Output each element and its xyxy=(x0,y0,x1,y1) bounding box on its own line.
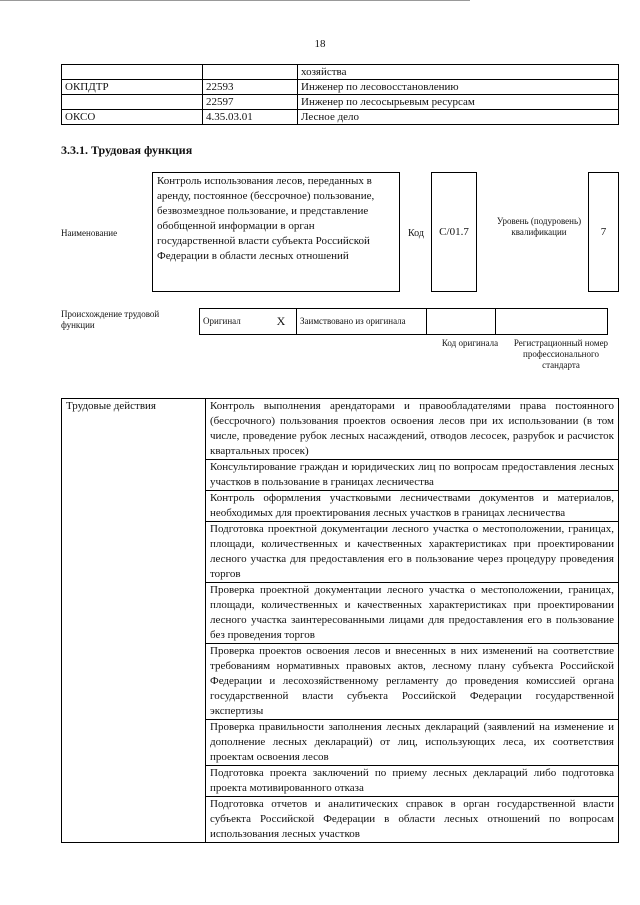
name-label: Наименование xyxy=(61,228,118,238)
origin-reg-number-cell xyxy=(496,309,608,335)
labor-actions-table xyxy=(61,398,619,843)
table-row xyxy=(62,95,619,110)
labor-action-item: Подготовка проекта заключений по приему лесных деклараций либо подготовка проекта мотивированного отказа xyxy=(206,766,619,797)
origin-original-cell: Оригинал xyxy=(200,309,267,335)
function-name-box: Контроль использования лесов, переданных в аренду, постоянное (бессрочное) пользование, безвозмездное пользование, и представление обобщенной информации в орган государственной власти субъекта Российской Федерации в области лесных отношений xyxy=(152,172,400,292)
code-label: Код xyxy=(408,228,424,239)
function-code-box: C/01.7 xyxy=(431,172,477,292)
labor-action-item: Контроль выполнения арендаторами и правообладателями права постоянного (бессрочного) пользования проектов освоения лесов при их использовании (в том числе, проведение рубок лесных насаждений, отводов лесосек, разрубок и расчисток квартальных просек) xyxy=(206,399,619,460)
code-system-cell xyxy=(62,65,203,80)
labor-actions-label: Трудовые действия xyxy=(62,399,206,843)
table-row xyxy=(200,309,608,335)
level-label: Уровень (подуровень) квалификации xyxy=(496,216,582,237)
code-name-cell: Инженер по лесосырьевым ресурсам xyxy=(298,95,619,110)
code-name-cell: Лесное дело xyxy=(298,110,619,125)
code-name-cell: хозяйства xyxy=(298,65,619,80)
labor-action-item: Подготовка проектной документации лесного участка о местоположении, границах, площади, количественных и качественных характеристиках при проектировании лесного участка для предоставления его в пользование через процедуру проведения торгов xyxy=(206,522,619,583)
labor-action-item: Проверка проектов освоения лесов и внесенных в них изменений на соответствие требованиям нормативных правовых актов, лесному плану субъекта Российской Федерации и лесохозяйственному регламенту до проведения комиссией органа государственной власти субъекта Российской Федерации государственной экспертизы xyxy=(206,644,619,720)
code-cell: 22593 xyxy=(203,80,298,95)
origin-code-caption: Код оригинала xyxy=(441,338,499,348)
page-number: 18 xyxy=(314,38,326,50)
code-name-cell: Инженер по лесовосстановлению xyxy=(298,80,619,95)
origin-table xyxy=(199,308,608,335)
labor-action-item: Контроль оформления участковыми лесничествами документов и материалов, необходимых для проектирования лесных участков в границах лесничества xyxy=(206,491,619,522)
labor-action-item: Проверка проектной документации лесного участка о местоположении, границах, площади, количественных и качественных характеристиках при проектировании лесного участка заинтересованными лицами для предоставления его в пользование без проведения торгов xyxy=(206,583,619,644)
labor-action-item: Подготовка отчетов и аналитических справок в орган государственной власти субъекта Российской Федерации в области лесных отношений по вопросам использования лесных участков xyxy=(206,797,619,843)
code-cell xyxy=(203,65,298,80)
table-row xyxy=(62,65,619,80)
origin-label: Происхождение трудовой функции xyxy=(61,309,160,330)
qualification-level-box: 7 xyxy=(588,172,619,292)
table-row xyxy=(62,80,619,95)
code-cell: 4.35.03.01 xyxy=(203,110,298,125)
code-cell: 22597 xyxy=(203,95,298,110)
top-edge-line xyxy=(0,0,470,1)
labor-action-item: Проверка правильности заполнения лесных деклараций (заявлений на изменение и дополнение лесных деклараций) от лиц, использующих леса, их соответствия проектам освоения лесов xyxy=(206,720,619,766)
origin-borrowed-cell: Заимствовано из оригинала xyxy=(297,309,427,335)
origin-reg-caption: Регистрационный номер профессионального стандарта xyxy=(513,338,609,370)
code-system-cell: ОКПДТР xyxy=(62,80,203,95)
labor-action-item: Консультирование граждан и юридических лиц по вопросам предоставления лесных участков в пользование в границах лесничества xyxy=(206,460,619,491)
code-system-cell xyxy=(62,95,203,110)
section-title: 3.3.1. Трудовая функция xyxy=(61,143,193,157)
classification-codes-table xyxy=(61,64,619,125)
origin-mark-cell: X xyxy=(266,309,297,335)
table-row xyxy=(62,399,619,460)
table-row xyxy=(62,110,619,125)
code-system-cell: ОКСО xyxy=(62,110,203,125)
origin-code-cell xyxy=(427,309,496,335)
